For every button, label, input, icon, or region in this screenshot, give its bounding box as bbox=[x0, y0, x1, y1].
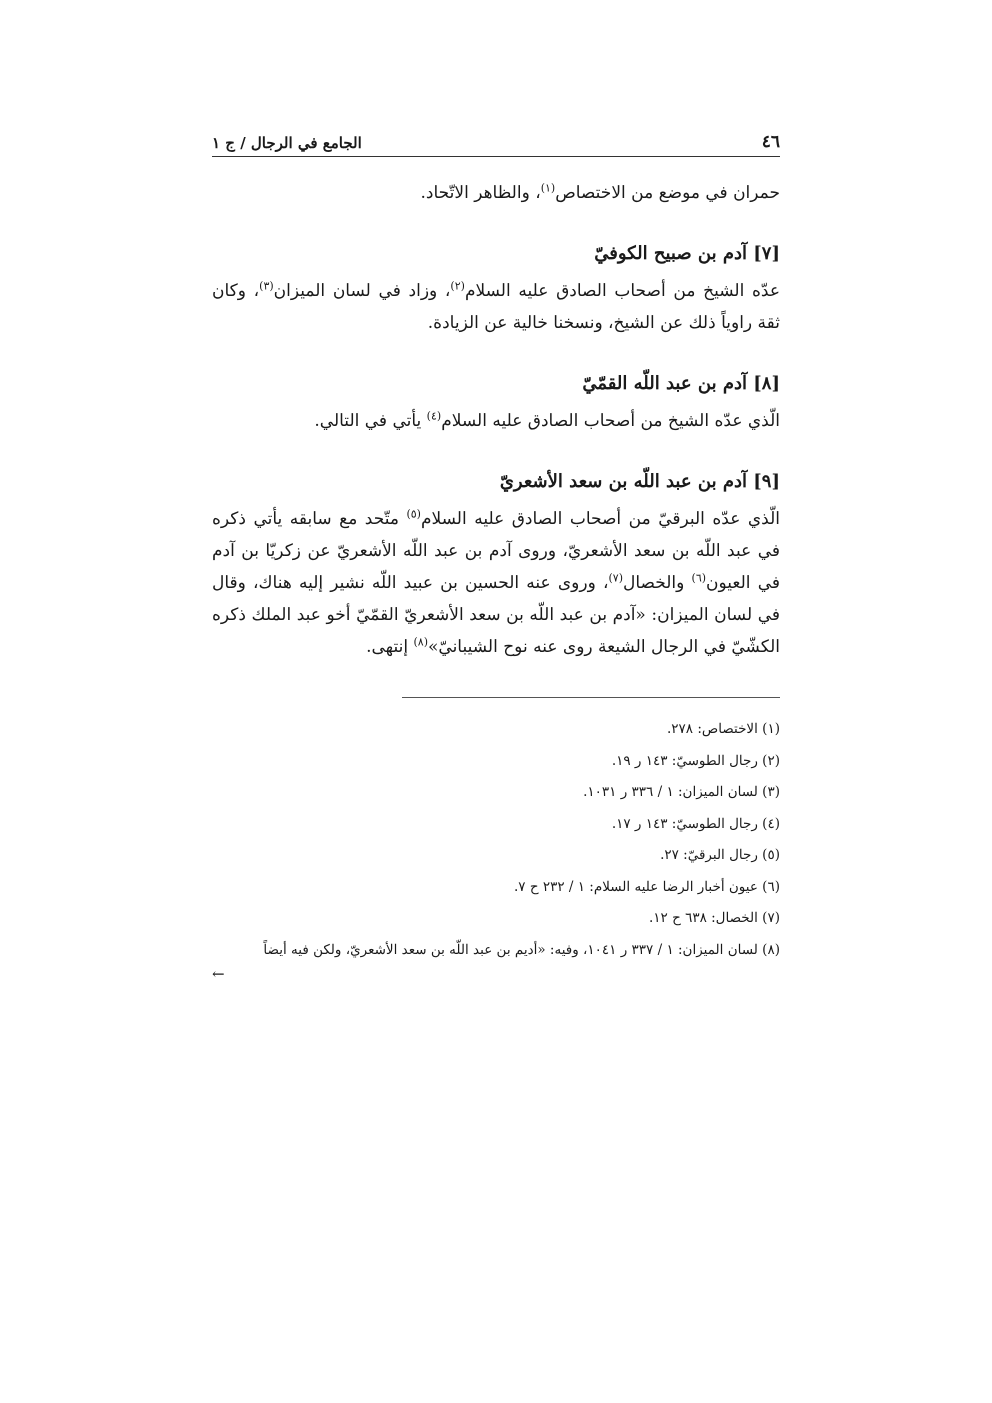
footnote: (١) الاختصاص: ٢٧٨. bbox=[666, 721, 780, 737]
entry-text: والخصال bbox=[622, 573, 692, 593]
footnote-ref: (٥) bbox=[406, 507, 421, 521]
footnote: (٦) عيون أخبار الرضا عليه السلام: ١ / ٢٣٢ ح ٧. bbox=[513, 878, 780, 895]
entry-text: الّذي عدّه الشيخ من أصحاب الصادق عليه السلام bbox=[441, 411, 780, 431]
footnote: (٧) الخصال: ٦٣٨ ح ١٢. bbox=[648, 910, 780, 926]
footnote: (٢) رجال الطوسيّ: ١٤٣ ر ١٩. bbox=[611, 752, 780, 769]
entry-text: الّذي عدّه البرقيّ من أصحاب الصادق عليه السلام bbox=[420, 509, 781, 529]
entry-paragraph bbox=[212, 275, 780, 339]
entry-text: متّحد مع سابقه يأتي ذكره في عبد اللّه بن سعد الأشعريّ، وروى آدم بن عبد اللّه الأشعريّ عن زكريّا بن آدم في العيون bbox=[212, 509, 780, 593]
entry-title: [٨] آدم بن عبد اللّه القمّيّ bbox=[582, 373, 780, 394]
footnote-ref: (٦) bbox=[691, 571, 707, 585]
entry-8 bbox=[212, 369, 780, 437]
entry-text: ، وروى عنه الحسين بن عبيد اللّه نشير إليه هناك، وقال في لسان الميزان: «آدم بن عبد اللّه بن سعد الأشعريّ القمّيّ أخو عبد الملك ذكره الكشّيّ في الرجال الشيعة روى عنه نوح الشيبانيّ» bbox=[212, 573, 780, 657]
footnotes bbox=[212, 714, 780, 982]
page-number: ٤٦ bbox=[761, 132, 780, 152]
opening-text-a: حمران في موضع من الاختصاص bbox=[555, 183, 780, 203]
entry-text: إنتهى. bbox=[366, 637, 414, 657]
main-text bbox=[212, 177, 780, 663]
footnote: (٨) لسان الميزان: ١ / ٣٣٧ ر ١٠٤١، وفيه: «أديم بن عبد اللّه بن سعد الأشعريّ، ولكن فيه أيضاً bbox=[263, 941, 780, 958]
entry-paragraph bbox=[212, 503, 780, 663]
entry-9 bbox=[212, 467, 780, 663]
page bbox=[212, 118, 780, 982]
footnote-ref: (٧) bbox=[608, 571, 623, 585]
entry-paragraph bbox=[212, 405, 780, 437]
footnote: (٣) لسان الميزان: ١ / ٣٣٦ ر ١٠٣١. bbox=[583, 784, 780, 800]
entry-text: ، وزاد في لسان الميزان bbox=[273, 281, 451, 301]
entry-title: [٧] آدم بن صبيح الكوفيّ bbox=[594, 243, 780, 264]
continuation-arrow: ← bbox=[212, 965, 225, 983]
footnote-ref: (٨) bbox=[413, 635, 428, 649]
entry-text: عدّه الشيخ من أصحاب الصادق عليه السلام bbox=[464, 281, 780, 301]
footnote-ref: (٣) bbox=[259, 279, 274, 293]
entry-title: [٩] آدم بن عبد اللّه بن سعد الأشعريّ bbox=[499, 471, 780, 492]
opening-paragraph bbox=[212, 177, 780, 209]
footnote: (٥) رجال البرقيّ: ٢٧. bbox=[660, 847, 780, 863]
entry-text: ، وكان ثقة راوياً ذلك عن الشيخ، ونسخنا خالية عن الزيادة. bbox=[212, 281, 780, 333]
footnote-ref: (٢) bbox=[450, 279, 465, 293]
footnote-ref: (١) bbox=[540, 181, 556, 195]
footnote: (٤) رجال الطوسيّ: ١٤٣ ر ١٧. bbox=[611, 815, 780, 832]
entry-7 bbox=[212, 239, 780, 339]
opening-text-b: ، والظاهر الاتّحاد. bbox=[420, 183, 541, 203]
entry-text: يأتي في التالي. bbox=[314, 411, 427, 431]
footnote-ref: (٤) bbox=[426, 409, 442, 423]
running-header bbox=[212, 118, 780, 157]
footnote-separator bbox=[402, 697, 780, 698]
running-title: الجامع في الرجال / ج ١ bbox=[212, 134, 362, 152]
